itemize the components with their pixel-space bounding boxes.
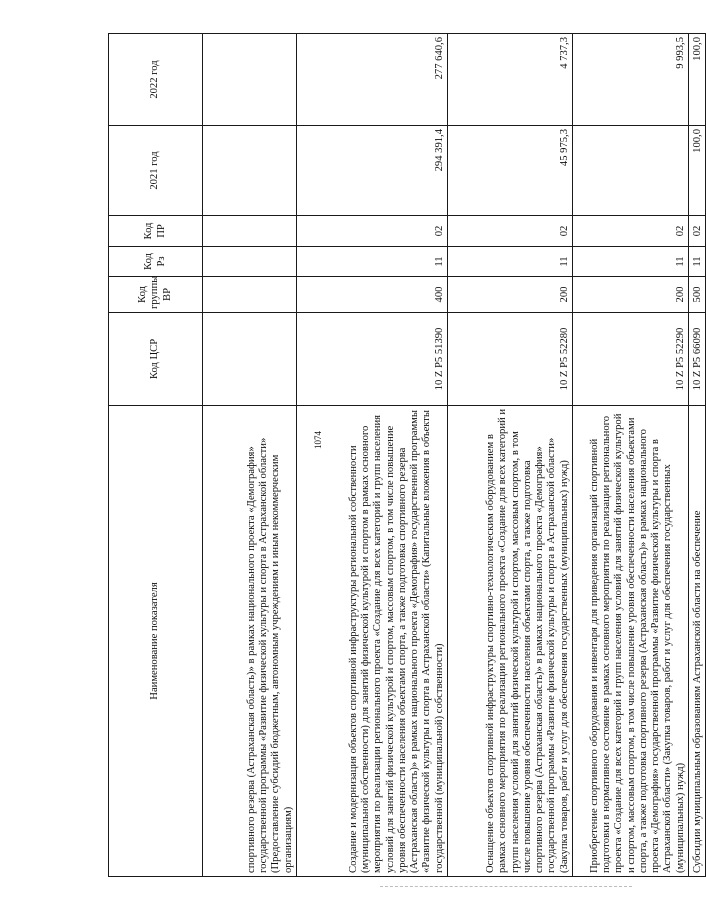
row-pr: 02 xyxy=(689,216,706,247)
row-csr xyxy=(203,313,297,406)
row-csr: 10 Z P5 51390 xyxy=(297,313,448,406)
row-rz: 11 xyxy=(297,247,448,277)
table-row xyxy=(689,34,706,877)
row-2022: 277 640,6 xyxy=(297,34,448,126)
row-2022 xyxy=(203,34,297,126)
row-2021: 100,0 xyxy=(689,126,706,216)
header-vr: Код группы ВР xyxy=(109,277,203,313)
table-row xyxy=(573,34,689,877)
row-2021: 294 391,4 xyxy=(297,126,448,216)
table-header-row xyxy=(109,34,203,877)
row-2021 xyxy=(203,126,297,216)
row-2022: 100,0 xyxy=(689,34,706,126)
row-csr: 10 Z P5 52290 xyxy=(573,313,689,406)
row-rz: 11 xyxy=(448,247,573,277)
row-vr: 200 xyxy=(448,277,573,313)
header-2022: 2022 год xyxy=(109,34,203,126)
row-pr xyxy=(203,216,297,247)
row-vr: 200 xyxy=(573,277,689,313)
row-name: Создание и модернизация объектов спортивной инфраструктуры региональной собственности (муниципальной собственности) для занятий физической культурой и спортом в рамках основного мероприятия по реализации регионального проекта «Создание для всех категорий и групп населения условий для занятий физической культурой и спортом, массовым спортом, в том числе повышение уровня обеспеченности населения объектами спорта, а также подготовка спортивного резерва (Астраханская область)» в рамках национального проекта «Демография» государственной программы «Развитие физической культуры и спорта в Астраханской области» (Капитальные вложения в объекты государственной (муниципальной) собственности) xyxy=(297,406,448,877)
row-2022: 9 993,5 xyxy=(573,34,689,126)
row-pr: 02 xyxy=(448,216,573,247)
row-2021 xyxy=(573,126,689,216)
page-number: 1074 xyxy=(313,431,323,449)
row-pr: 02 xyxy=(297,216,448,247)
table-row xyxy=(203,34,297,877)
row-vr: 400 xyxy=(297,277,448,313)
row-rz xyxy=(203,247,297,277)
row-pr: 02 xyxy=(573,216,689,247)
budget-table-rotated xyxy=(108,34,703,877)
row-2021: 45 975,3 xyxy=(448,126,573,216)
header-pr: Код ПР xyxy=(109,216,203,247)
row-vr xyxy=(203,277,297,313)
header-rz: Код Рз xyxy=(109,247,203,277)
budget-table xyxy=(108,33,706,877)
header-name: Наименование показателя xyxy=(109,406,203,877)
header-csr: Код ЦСР xyxy=(109,313,203,406)
row-2022: 4 737,3 xyxy=(448,34,573,126)
table-row xyxy=(297,34,448,877)
table-row xyxy=(448,34,573,877)
row-name: спортивного резерва (Астраханская область)» в рамках национального проекта «Демография» государственной программы «Развитие физической культуры и спорта в Астраханской области» (Предоставление субсидий бюджетным, автономным учреждениям и иным некоммерческим организациям) xyxy=(203,406,297,877)
row-rz: 11 xyxy=(689,247,706,277)
header-2021: 2021 год xyxy=(109,126,203,216)
row-name: Оснащение объектов спортивной инфраструктуры спортивно-технологическим оборудованием в рамках основного мероприятия по реализации регионального проекта «Создание для всех категорий и групп населения условий для занятий физической культурой и спортом, массовым спортом, в том числе повышение уровня обеспеченности населения объектами спорта, а также подготовка спортивного резерва (Астраханская область)» в рамках национального проекта «Демография» государственной программы «Развитие физической культуры и спорта в Астраханской области» (Закупка товаров, работ и услуг для обеспечения государственных (муниципальных) нужд) xyxy=(448,406,573,877)
row-vr: 500 xyxy=(689,277,706,313)
row-rz: 11 xyxy=(573,247,689,277)
row-csr: 10 Z P5 52280 xyxy=(448,313,573,406)
row-csr: 10 Z P5 66090 xyxy=(689,313,706,406)
scan-artifact-line xyxy=(380,886,632,887)
row-name: Приобретение спортивного оборудования и инвентаря для приведения организаций спортивной подготовки в нормативное состояние в рамках основного мероприятия по реализации регионального проекта «Создание для всех категорий и групп населения условий для занятий физической культурой и спортом, массовым спортом, в том числе повышение уровня обеспеченности населения объектами спорта, а также подготовка спортивного резерва (Астраханская область)» в рамках национального проекта «Демография» государственной программы «Развитие физической культуры и спорта в Астраханской области» (Закупка товаров, работ и услуг для обеспечения государственных (муниципальных) нужд) xyxy=(573,406,689,877)
row-name: Субсидии муниципальным образованиям Астраханской области на обеспечение xyxy=(689,406,706,877)
